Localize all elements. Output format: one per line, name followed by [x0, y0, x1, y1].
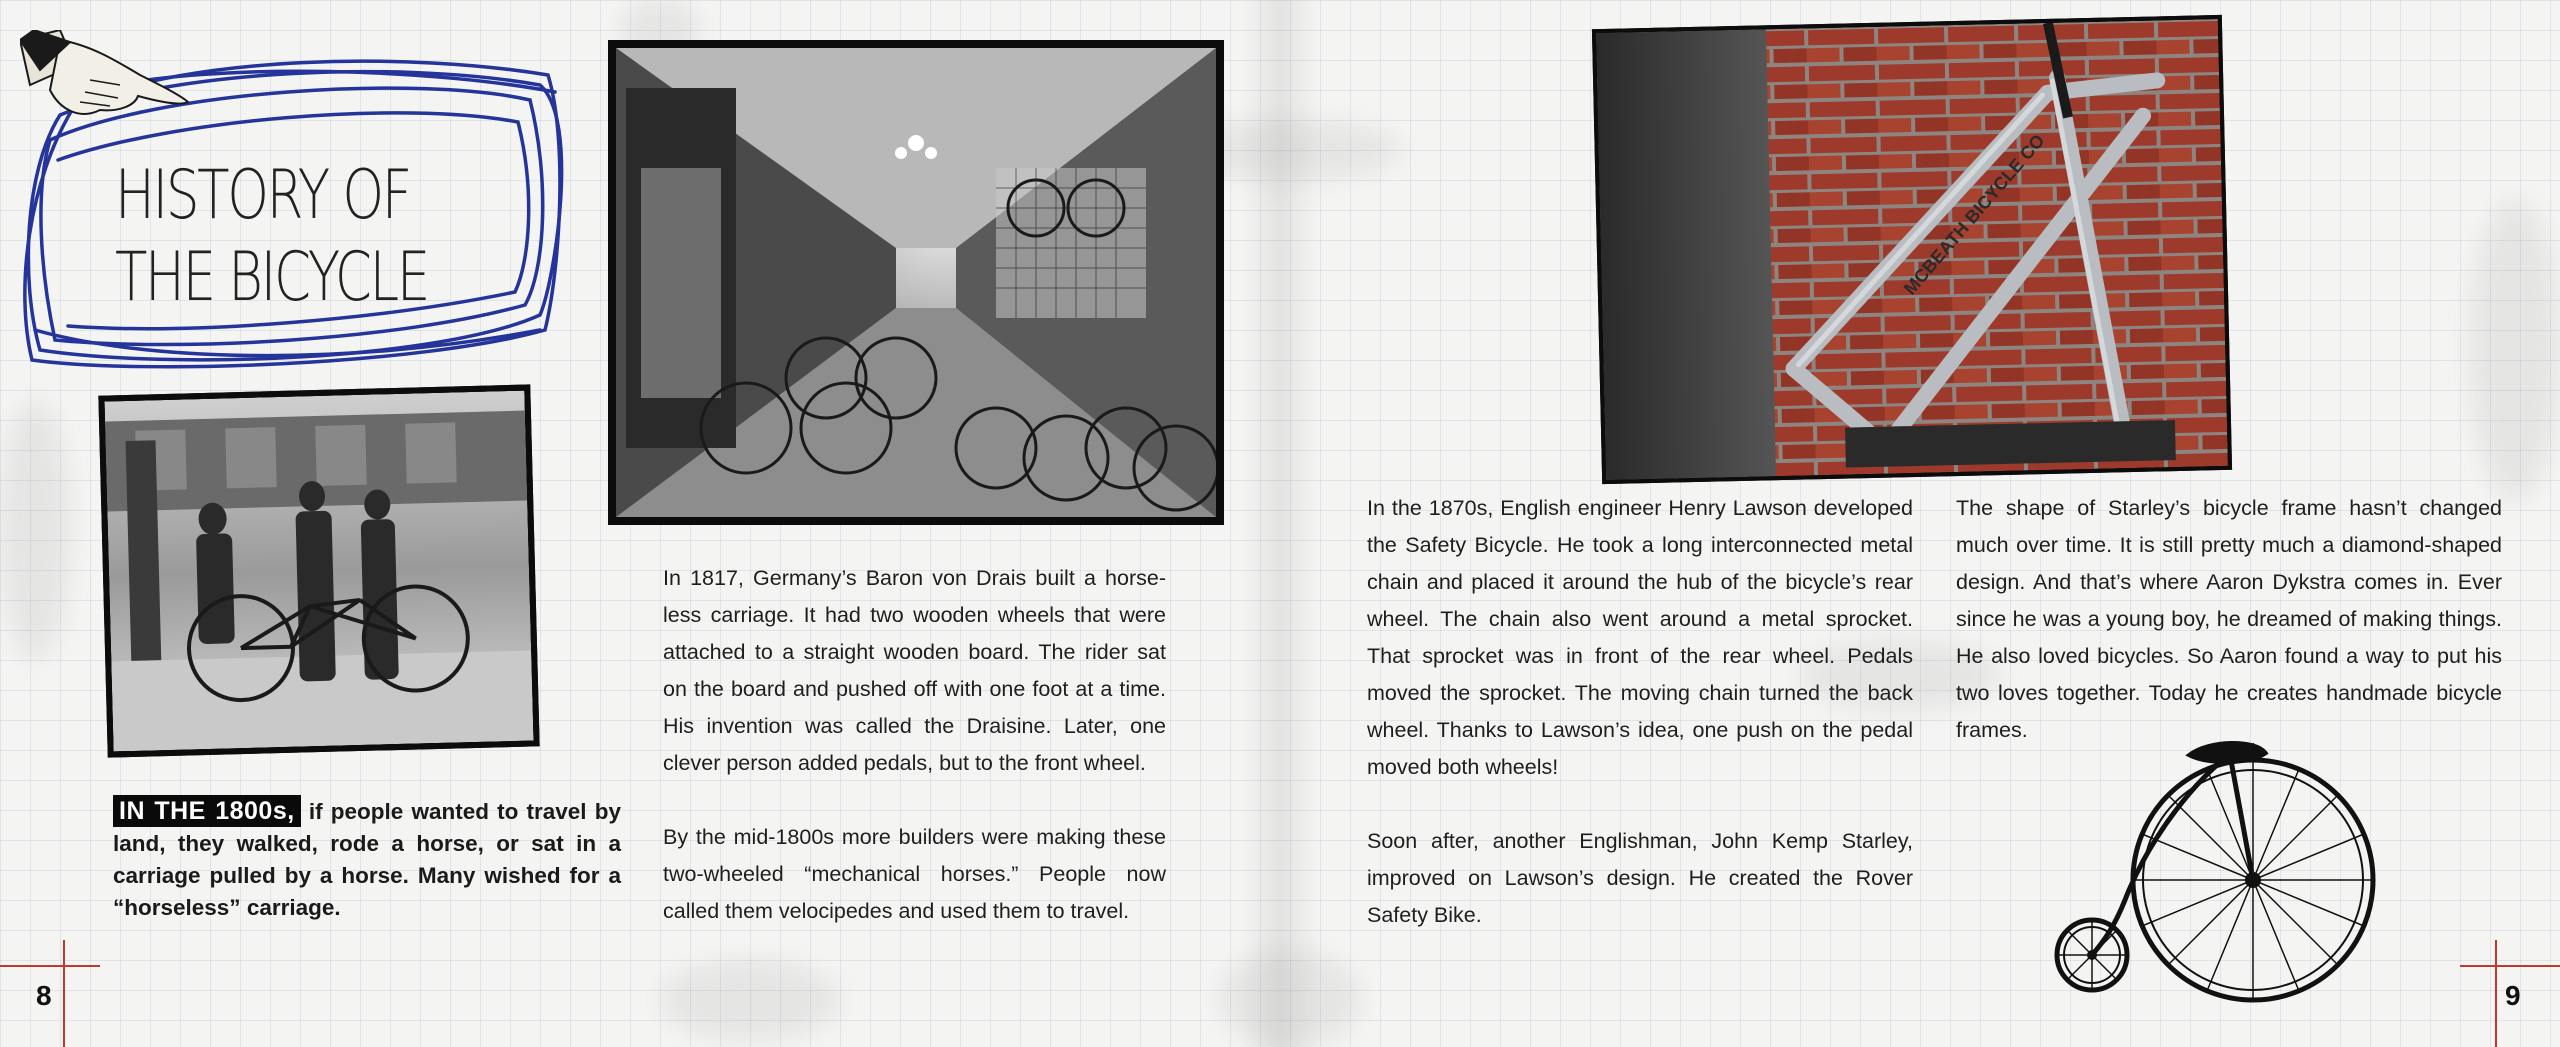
intro-paragraph: [113, 795, 621, 924]
paragraph-velocipedes: By the mid-1800s more builders were making these two-wheeled “mechanical horses.” People now called them velocipedes and used them to travel.: [663, 825, 1166, 923]
frame-decal: MCBEATH BICYCLE CO: [1899, 130, 2049, 299]
intro-text: if people wanted to travel by land, they walked, rode a horse, or sat in a carriage pulled by a horse. Many wished for a “horseless” carriage.: [113, 799, 621, 920]
title-block: [20, 30, 565, 380]
page-title: HISTORY OF THE BICYCLE: [115, 156, 428, 317]
paragraph-draisine: In 1817, Germany’s Baron von Drais built a horse-less carriage. It had two wooden wheels that were attached to a straight wooden board. The rider sat on the board and pushed off with one foot at a time. His invention was called the Draisine. Later, one clever person added pedals, but to the front wheel.: [663, 566, 1166, 775]
paragraph-starley: Soon after, another Englishman, John Kemp Starley, improved on Lawson’s design. He created the Rover Safety Bike.: [1367, 829, 1913, 927]
photo-bicycle-shop: [608, 40, 1224, 525]
intro-highlight: IN THE 1800s,: [113, 795, 301, 827]
paragraph-lawson: In the 1870s, English engineer Henry Lawson developed the Safety Bicycle. He took a long interconnected metal chain and placed it around the hub of the bicycle’s rear wheel. The chain also went around a metal sprocket. That sprocket was in front of the rear wheel. Pedals moved the sprocket. The moving chain turned the back wheel. Thanks to Lawson’s idea, one push on the pedal moved both wheels!: [1367, 496, 1913, 779]
photo-bicycle-frame: [1592, 15, 2232, 484]
photo-people-with-bicycle: [98, 384, 539, 757]
page-number-right: 9: [2505, 980, 2521, 1011]
column-right-page-1: [1367, 490, 1913, 971]
page-number-left: 8: [36, 980, 52, 1011]
penny-farthing-illustration: [2050, 735, 2380, 1010]
column-left-page: [663, 560, 1166, 967]
pointing-hand-icon: [20, 30, 190, 140]
paragraph-dykstra: The shape of Starley’s bicycle frame hasn’t changed much over time. It is still pretty much a diamond-shaped design. And that’s where Aaron Dykstra comes in. Ever since he was a young boy, he dreamed of making things. He also loved bicycles. So Aaron found a way to put his two loves together. Today he creates handmade bicycle frames.: [1956, 496, 2502, 742]
